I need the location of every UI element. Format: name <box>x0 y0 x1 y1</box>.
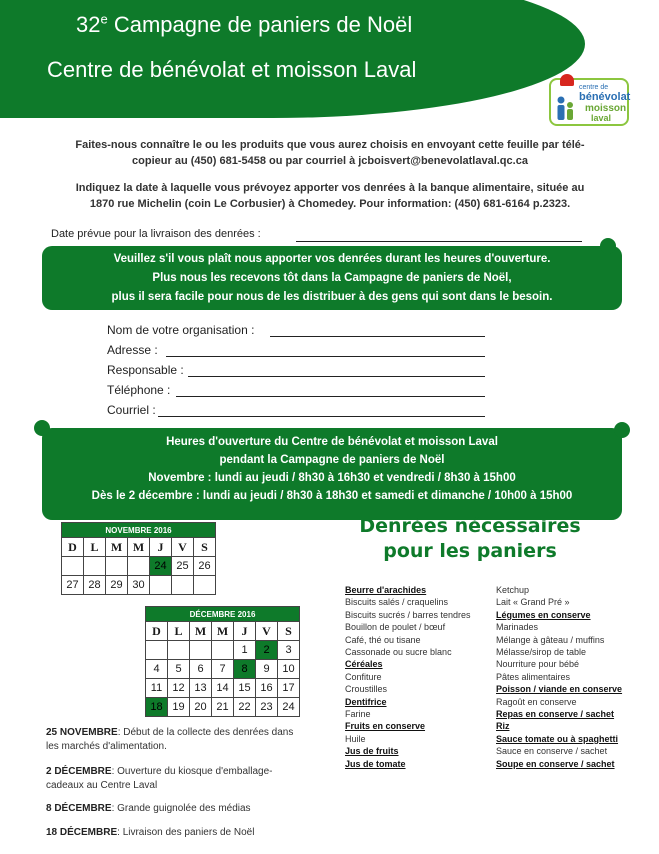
required-goods-title-line1: Denrées nécessaires <box>359 515 581 537</box>
calendar-day-cell: 7 <box>212 660 234 679</box>
calendar-day-cell: 24 <box>150 557 172 576</box>
delivery-date-field[interactable] <box>296 241 582 242</box>
calendar-day-cell: 12 <box>168 679 190 698</box>
calendar-day-cell: 8 <box>234 660 256 679</box>
event-text: : Grande guignolée des médias <box>111 803 251 814</box>
intro-p1-line1: Faites-nous connaître le ou les produits que vous aurez choisis en envoyant cette feuille par télé- <box>75 139 585 151</box>
calendar-day-cell: 29 <box>106 576 128 595</box>
goods-list-item: Confiture <box>345 671 382 682</box>
goods-list-item: Bouillon de poulet / bœuf <box>345 622 446 633</box>
calendar-day-cell: 26 <box>194 557 216 576</box>
hours-line3: Novembre : lundi au jeudi / 8h30 à 16h30 et vendredi / 8h30 à 15h00 <box>148 472 516 484</box>
goods-list-item: Ragoût en conserve <box>496 696 577 707</box>
calendar-empty-cell <box>128 557 150 576</box>
calendar-day-cell: 5 <box>168 660 190 679</box>
intro-p1-line2: copieur au (450) 681-5458 ou par courriel à jcboisvert@benevolatlaval.qc.ca <box>132 155 528 167</box>
hours-curl-left <box>34 420 50 436</box>
calendar-empty-cell <box>106 557 128 576</box>
calendar-dec-title: DÉCEMBRE 2016 <box>146 607 300 622</box>
email-label: Courriel : <box>107 403 156 417</box>
event-date: 8 DÉCEMBRE <box>46 803 112 814</box>
manager-label: Responsable : <box>107 363 184 377</box>
goods-list-item: Sauce en conserve / sachet <box>496 746 608 757</box>
notice-box <box>42 246 622 310</box>
event-text: : Livraison des paniers de Noël <box>117 827 255 838</box>
goods-category-heading: Céréales <box>345 659 383 670</box>
logo-text-benevolat: bénévolat <box>579 91 631 103</box>
logo-text-centre: centre de <box>579 84 609 91</box>
event-item <box>46 726 316 754</box>
calendar-day-header: M <box>128 538 150 557</box>
calendar-day-cell: 23 <box>256 698 278 717</box>
intro-paragraph-2 <box>30 180 630 212</box>
goods-category-heading: Sauce tomate ou à spaghetti <box>496 733 619 744</box>
calendar-nov-title: NOVEMBRE 2016 <box>62 523 216 538</box>
figures-icon <box>555 94 575 122</box>
calendar-day-header: V <box>172 538 194 557</box>
calendar-day-header: M <box>212 622 234 641</box>
logo-text-laval: laval <box>591 113 612 123</box>
calendar-day-cell: 22 <box>234 698 256 717</box>
goods-list-item: Pâtes alimentaires <box>496 671 571 682</box>
goods-list-item: Cassonade ou sucre blanc <box>345 647 452 658</box>
goods-list-column-2 <box>496 584 622 770</box>
calendar-empty-cell <box>212 641 234 660</box>
calendar-week-row <box>146 641 300 660</box>
hours-line1: Heures d'ouverture du Centre de bénévolat et moisson Laval <box>166 436 498 448</box>
calendar-day-header: J <box>234 622 256 641</box>
notice-line1: Veuillez s'il vous plaît nous apporter vos denrées durant les heures d'ouverture. <box>113 253 551 265</box>
calendar-week-row <box>62 557 216 576</box>
goods-list-item: Biscuits sucrés / barres tendres <box>345 609 471 620</box>
calendar-day-header: L <box>84 538 106 557</box>
calendar-december <box>145 606 300 717</box>
calendar-day-header: D <box>146 622 168 641</box>
calendar-day-header: S <box>278 622 300 641</box>
calendar-day-cell: 30 <box>128 576 150 595</box>
org-name-field[interactable] <box>270 336 485 337</box>
calendar-day-cell: 21 <box>212 698 234 717</box>
calendar-november <box>61 522 216 595</box>
hours-curl-right <box>614 422 630 438</box>
header-title-line1: 32e Campagne de paniers de Noël <box>76 11 413 37</box>
goods-list-item: Biscuits salés / craquelins <box>345 597 449 608</box>
event-item <box>46 765 316 793</box>
notice-curl <box>600 238 616 254</box>
event-text-cont: cadeaux au Centre Laval <box>46 780 158 791</box>
goods-list-column-1 <box>345 584 471 770</box>
calendar-day-cell: 18 <box>146 698 168 717</box>
goods-list-item: Nourriture pour bébé <box>496 659 580 670</box>
calendar-day-cell: 6 <box>190 660 212 679</box>
calendar-day-cell: 10 <box>278 660 300 679</box>
intro-paragraph-1 <box>30 137 630 169</box>
calendar-empty-cell <box>168 641 190 660</box>
calendar-day-cell: 1 <box>234 641 256 660</box>
hours-line4: Dès le 2 décembre : lundi au jeudi / 8h30 à 18h30 et samedi et dimanche / 10h00 à 15h00 <box>91 490 573 502</box>
goods-list-item: Croustilles <box>345 684 388 695</box>
calendar-week-row <box>62 576 216 595</box>
calendar-week-row <box>146 660 300 679</box>
goods-category-heading: Jus de tomate <box>345 758 406 769</box>
event-date: 2 DÉCEMBRE <box>46 766 112 777</box>
notice-line3: plus il sera facile pour nous de les distribuer à des gens qui sont dans le besoin. <box>111 291 553 303</box>
goods-list-item: Marinades <box>496 622 539 633</box>
phone-label: Téléphone : <box>107 383 171 397</box>
calendar-day-cell: 25 <box>172 557 194 576</box>
goods-list-item: Farine <box>345 709 371 720</box>
notice-line2: Plus nous les recevons tôt dans la Campagne de paniers de Noël, <box>152 272 512 284</box>
calendar-day-cell: 20 <box>190 698 212 717</box>
goods-category-heading: Repas en conserve / sachet <box>496 709 615 720</box>
goods-category-heading: Légumes en conserve <box>496 609 591 620</box>
calendar-week-row <box>146 698 300 717</box>
organization-logo <box>549 78 629 126</box>
address-field[interactable] <box>166 356 485 357</box>
goods-list-item: Café, thé ou tisane <box>345 634 421 645</box>
calendar-day-header: S <box>194 538 216 557</box>
goods-category-heading: Jus de fruits <box>345 746 399 757</box>
goods-category-heading: Fruits en conserve <box>345 721 426 732</box>
calendar-week-row <box>146 679 300 698</box>
goods-category-heading: Poisson / viande en conserve <box>496 684 623 695</box>
goods-list-item: Ketchup <box>496 585 530 595</box>
goods-category-heading: Beurre d'arachides <box>345 585 427 595</box>
calendar-day-cell: 24 <box>278 698 300 717</box>
calendar-day-cell: 14 <box>212 679 234 698</box>
phone-field[interactable] <box>176 396 485 397</box>
calendar-empty-cell <box>194 576 216 595</box>
email-field[interactable] <box>158 416 485 417</box>
calendar-empty-cell <box>150 576 172 595</box>
calendar-empty-cell <box>146 641 168 660</box>
calendar-day-cell: 3 <box>278 641 300 660</box>
calendar-empty-cell <box>62 557 84 576</box>
calendar-day-cell: 15 <box>234 679 256 698</box>
calendar-day-header: M <box>106 538 128 557</box>
calendar-day-header: V <box>256 622 278 641</box>
calendar-day-header: M <box>190 622 212 641</box>
event-text: : Début de la collecte des denrées dans <box>117 727 294 738</box>
calendar-day-header: D <box>62 538 84 557</box>
calendar-day-header: J <box>150 538 172 557</box>
goods-list-item: Huile <box>345 733 366 744</box>
event-text: : Ouverture du kiosque d'emballage- <box>111 766 273 777</box>
calendar-day-cell: 13 <box>190 679 212 698</box>
intro-p2-line1: Indiquez la date à laquelle vous prévoyez apporter vos denrées à la banque alimentaire, située au <box>75 182 585 194</box>
header-title-line2: Centre de bénévolat et moisson Laval <box>47 57 417 82</box>
goods-list-item: Mélange à gâteau / muffins <box>496 634 605 645</box>
calendar-day-cell: 9 <box>256 660 278 679</box>
goods-category-heading: Soupe en conserve / sachet <box>496 758 615 769</box>
org-name-label: Nom de votre organisation : <box>107 323 255 337</box>
calendar-empty-cell <box>190 641 212 660</box>
calendar-day-cell: 17 <box>278 679 300 698</box>
calendar-empty-cell <box>172 576 194 595</box>
address-label: Adresse : <box>107 343 158 357</box>
manager-field[interactable] <box>188 376 485 377</box>
calendar-day-cell: 11 <box>146 679 168 698</box>
goods-list-item: Mélasse/sirop de table <box>496 647 587 658</box>
intro-p2-line2: 1870 rue Michelin (coin Le Corbusier) à Chomedey. Pour information: (450) 681-6164 p.2323. <box>89 198 571 210</box>
calendar-day-cell: 4 <box>146 660 168 679</box>
event-date: 18 DÉCEMBRE <box>46 827 118 838</box>
event-date: 25 NOVEMBRE <box>46 727 118 738</box>
event-item <box>46 802 316 816</box>
calendar-empty-cell <box>84 557 106 576</box>
calendar-day-cell: 2 <box>256 641 278 660</box>
hours-line2: pendant la Campagne de paniers de Noël <box>219 454 445 466</box>
calendar-day-cell: 16 <box>256 679 278 698</box>
required-goods-title <box>330 514 610 564</box>
event-item <box>46 826 316 840</box>
logo-text-moisson: moisson <box>585 103 627 114</box>
goods-category-heading: Riz <box>496 721 510 732</box>
goods-list-item: Lait « Grand Pré » <box>496 597 570 608</box>
calendar-day-cell: 19 <box>168 698 190 717</box>
calendar-day-cell: 27 <box>62 576 84 595</box>
goods-category-heading: Dentifrice <box>345 696 387 707</box>
santa-hat-icon <box>560 74 574 86</box>
calendar-day-cell: 28 <box>84 576 106 595</box>
event-text-cont: les marchés d'alimentation. <box>46 741 167 752</box>
calendar-day-header: L <box>168 622 190 641</box>
required-goods-title-line2: pour les paniers <box>383 540 557 562</box>
delivery-date-label: Date prévue pour la livraison des denrées : <box>51 228 261 240</box>
opening-hours-box <box>42 428 622 520</box>
